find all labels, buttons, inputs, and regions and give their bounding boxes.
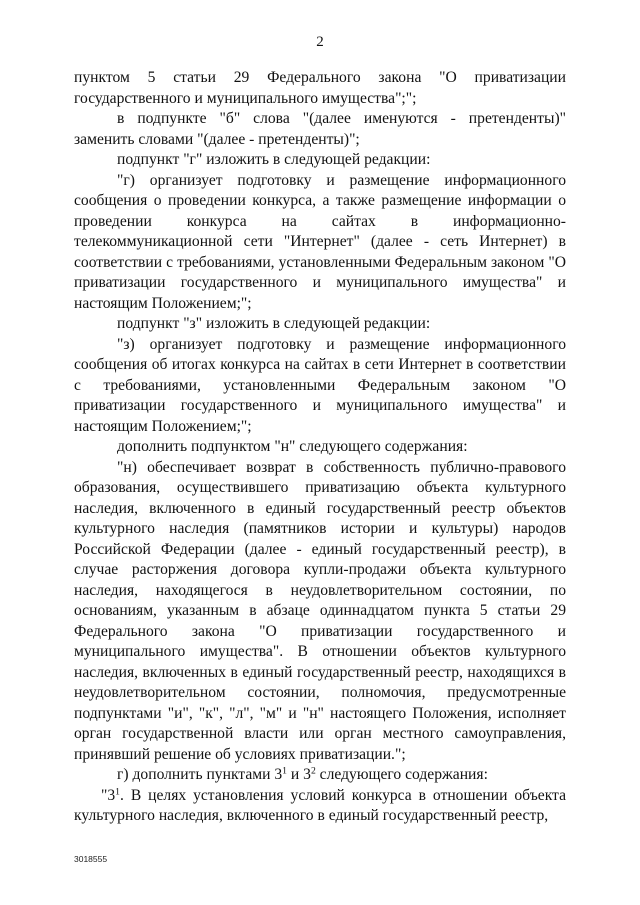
paragraph-continuation: пунктом 5 статьи 29 Федерального закона "О приватизации государственного и муниципального имущества";"; [74,69,566,107]
paragraph-subpoint-z-text: "з) организует подготовку и размещение информационного сообщения об итогах конкурса на сайтах в сети Интернет в соответствии с требованиями, установленными Федеральным законом "О приватизации государственного и муниципального имущества" и настоящим Положением;"; [74,335,566,435]
paragraph-add-points [74,765,566,786]
add-points-text-1: г) дополнить пунктами 3 [117,766,283,783]
paragraph-point-3-1 [74,786,566,827]
paragraph-subpoint-b: в подпункте "б" слова "(далее именуются - претенденты)" заменить словами "(далее - претенденты)"; [74,110,566,148]
add-points-text-2: и 3 [286,766,311,783]
point-3-1-text-2: . В целях установления условий конкурса в отношении объекта культурного наследия, включенного в единый государственный реестр, [74,786,566,824]
document-code: 3018555 [74,854,108,864]
superscript-point-3-1: 1 [115,786,120,798]
add-points-text-3: следующего содержания: [315,766,488,783]
paragraph-subpoint-g-text: "г) организует подготовку и размещение информационного сообщения о проведении конкурса, а также размещение информации о проведении конкурса на сайтах в информационно-телекоммуникационной сети "Интернет" (далее - сеть Интернет) в соответствии с требованиями, установленными Федеральным законом "О приватизации государственного и муниципального имущества" и настоящим Положением;"; [74,171,566,312]
superscript-1: 1 [282,765,287,777]
superscript-2: 2 [310,765,316,777]
paragraph-subpoint-z-intro: подпункт "з" изложить в следующей редакции: [117,315,431,332]
document-body [74,68,566,827]
paragraph-subpoint-n-text: "н) обеспечивает возврат в собственность публично-правового образования, осуществившего приватизацию объекта культурного наследия, включенного в единый государственный реестр объектов культурного наследия (памятников истории и культуры) народов Российской Федерации (далее - единый государственный реестр), в случае расторжения договора купли-продажи объекта культурного наследия, находящегося в неудовлетворительном состоянии, по основаниям, указанным в абзаце одиннадцатом пункта 5 статьи 29 Федерального закона "О приватизации государственного и муниципального имущества". В отношении объектов культурного наследия, включенных в единый государственный реестр, находящихся в неудовлетворительном состоянии, полномочия, предусмотренные подпунктами "и", "к", "л", "м" и "н" настоящего Положения, исполняет орган государственной власти или орган местного самоуправления, принявший решение об условиях приватизации."; [74,458,566,763]
paragraph-subpoint-n-intro: дополнить подпунктом "н" следующего содержания: [117,438,468,455]
page-number: 2 [316,34,324,50]
point-3-1-text-1: "3 [101,786,116,804]
paragraph-subpoint-g-intro: подпункт "г" изложить в следующей редакции: [117,151,431,168]
